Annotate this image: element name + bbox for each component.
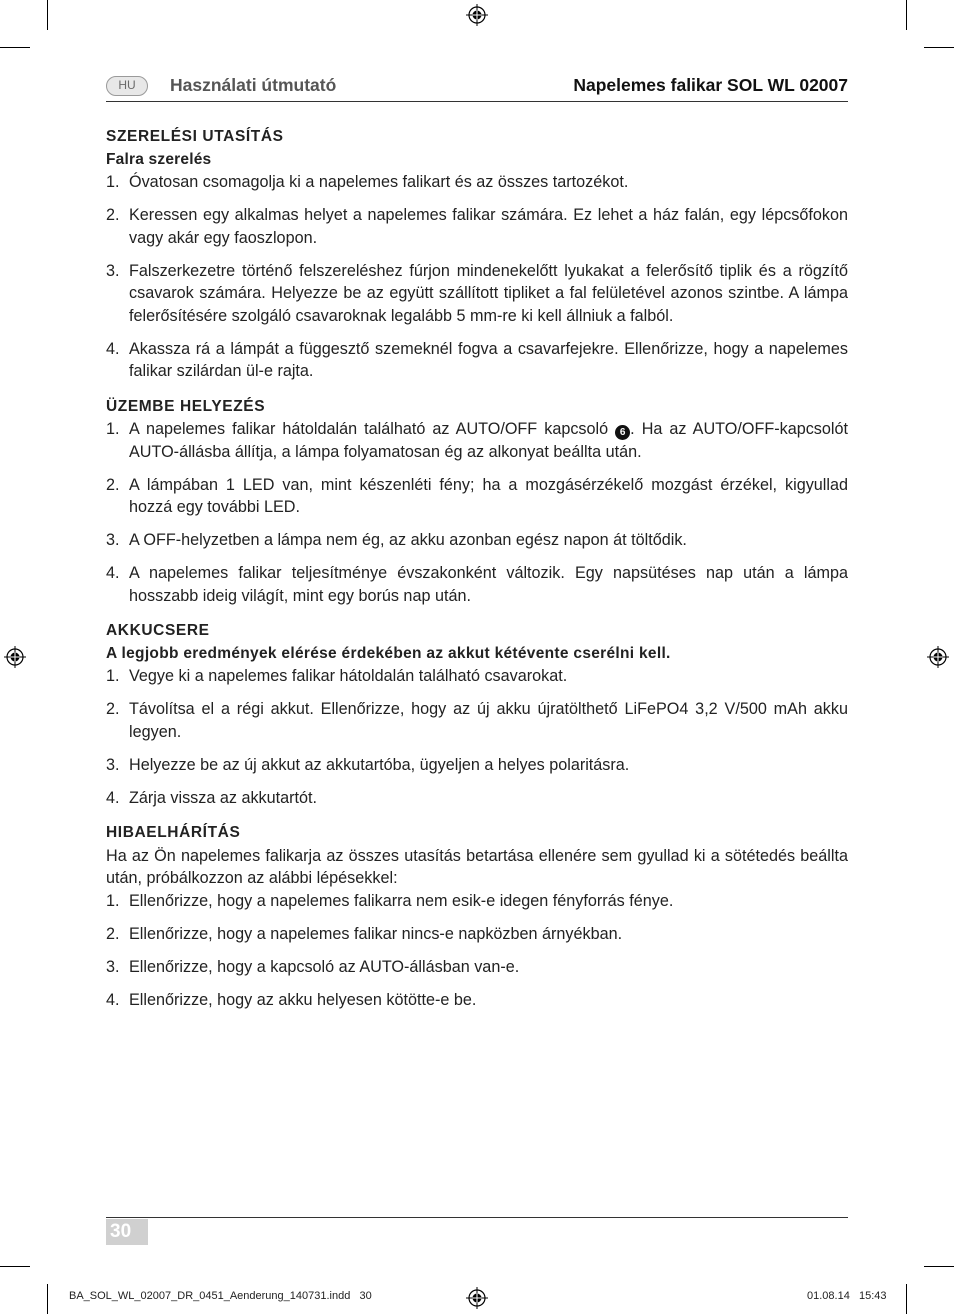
crop-mark — [0, 47, 30, 48]
section-subtitle: Falra szerelés — [106, 150, 212, 168]
page-header — [106, 73, 848, 102]
list-text: Ellenőrizze, hogy a napelemes falikar nincs-e napközben árnyékban. — [129, 924, 623, 943]
product-title: Napelemes falikar SOL WL 02007 — [573, 75, 848, 95]
list-text: Távolítsa el a régi akkut. Ellenőrizze, hogy az új akku újratölthető LiFePO4 3,2 V/500 mAh akku legyen. — [129, 700, 848, 741]
list-text: Helyezze be az új akkut az akkutartóba, ügyeljen a helyes polaritásra. — [129, 755, 630, 774]
list-number: 4. — [106, 990, 120, 1009]
battery-section — [106, 620, 848, 809]
crop-mark — [906, 1284, 907, 1314]
mounting-section — [106, 126, 848, 383]
list-item — [106, 474, 848, 519]
list-item — [106, 923, 848, 946]
list-number: 2. — [106, 700, 120, 718]
list-number: 3. — [106, 957, 120, 976]
troubleshooting-intro: Ha az Ön napelemes falikarja az összes utasítás betartása ellenére sem gyullad ki a sötétedés beállta után, próbálkozzon az alábbi lépésekkel: — [106, 846, 848, 887]
registration-mark-icon — [4, 646, 26, 668]
troubleshooting-steps — [106, 890, 848, 1012]
list-number: 2. — [106, 206, 120, 224]
list-item — [106, 956, 848, 979]
list-number: 2. — [106, 475, 120, 494]
page-content — [106, 126, 848, 1024]
list-text: Zárja vissza az akkutartót. — [129, 788, 318, 807]
list-text: Ellenőrizze, hogy a kapcsoló az AUTO-állásban van-e. — [129, 957, 520, 976]
list-item — [106, 698, 848, 743]
crop-mark — [924, 1266, 954, 1267]
list-number: 1. — [106, 667, 120, 685]
list-number: 3. — [106, 531, 120, 549]
list-number: 4. — [106, 564, 120, 582]
print-slug-date: 01.08.14 15:43 — [807, 1290, 887, 1302]
list-item — [106, 418, 848, 463]
crop-mark — [0, 1266, 30, 1267]
list-number: 1. — [106, 891, 120, 910]
list-item — [106, 754, 848, 777]
list-number: 4. — [106, 788, 120, 807]
manual-title: Használati útmutató — [170, 75, 337, 95]
list-number: 3. — [106, 755, 120, 774]
list-item — [106, 665, 848, 688]
list-text: Falszerkezetre történő felszereléshez fúrjon mindenekelőtt lyukakat a felerősítő tiplik és a rögzítő csavarok számára. Helyezze be az együtt szállított tipliket a fal felületével azonos szintbe. A lámpa felerősítésére szolgáló csavaroknak legalább 5 mm-re ki kell állniuk a falból. — [129, 261, 848, 325]
list-item — [106, 529, 848, 552]
crop-mark — [924, 47, 954, 48]
list-item — [106, 204, 848, 249]
list-text: . Ha az AUTO/OFF-kapcsolót AUTO-állásba állítja, a lámpa folyamatosan ég az alkonyat beállta után. — [129, 420, 848, 461]
registration-mark-icon — [927, 646, 949, 668]
registration-mark-icon — [466, 1287, 488, 1309]
footer-divider — [106, 1217, 848, 1218]
crop-mark — [47, 1284, 48, 1314]
list-text: A lámpában 1 LED van, mint készenléti fény; ha a mozgásérzékelő mozgást érzékel, kigyullad hozzá egy további LED. — [129, 475, 848, 516]
list-item — [106, 787, 848, 810]
crop-mark — [47, 0, 48, 30]
list-text: Akassza rá a lámpát a függesztő szemeknél fogva a csavarfejekre. Ellenőrizze, hogy a napelemes falikar szilárdan ül-e rajta. — [129, 339, 848, 380]
section-title: HIBAELHÁRÍTÁS — [106, 824, 241, 841]
list-number: 3. — [106, 261, 120, 280]
list-number: 1. — [106, 420, 120, 438]
mounting-steps — [106, 171, 848, 383]
list-text: Óvatosan csomagolja ki a napelemes falikart és az összes tartozékot. — [129, 173, 629, 191]
registration-mark-icon — [466, 4, 488, 26]
list-item — [106, 562, 848, 607]
operation-section — [106, 396, 848, 608]
crop-mark — [906, 0, 907, 30]
list-number: 4. — [106, 339, 120, 358]
language-badge: HU — [106, 76, 148, 96]
section-title: AKKUCSERE — [106, 622, 210, 639]
troubleshooting-section — [106, 822, 848, 1011]
list-text: A napelemes falikar teljesítménye évszakonként változik. Egy napsütéses nap után a lámpa hosszabb ideig világít, mint egy borús nap után. — [129, 564, 848, 605]
list-number: 1. — [106, 173, 120, 191]
operation-steps — [106, 418, 848, 607]
list-text: A napelemes falikar hátoldalán található az AUTO/OFF kapcsoló — [129, 420, 616, 438]
list-number: 2. — [106, 924, 120, 943]
switch-marker-icon: 6 — [615, 425, 630, 440]
list-text: Vegye ki a napelemes falikar hátoldalán található csavarokat. — [129, 667, 568, 685]
battery-note: A legjobb eredmények elérése érdekében az akkut kétévente cserélni kell. — [106, 644, 671, 662]
section-title: SZERELÉSI UTASÍTÁS — [106, 128, 284, 145]
list-item — [106, 890, 848, 913]
battery-steps — [106, 665, 848, 809]
list-item — [106, 260, 848, 328]
list-text: A OFF-helyzetben a lámpa nem ég, az akku azonban egész napon át töltődik. — [129, 531, 687, 549]
list-text: Ellenőrizze, hogy a napelemes falikarra nem esik-e idegen fényforrás fénye. — [129, 891, 674, 910]
list-item — [106, 989, 848, 1012]
list-text: Ellenőrizze, hogy az akku helyesen kötötte-e be. — [129, 990, 477, 1009]
list-item — [106, 171, 848, 194]
list-item — [106, 338, 848, 383]
list-text: Keressen egy alkalmas helyet a napelemes falikar számára. Ez lehet a ház falán, egy lépcsőfokon vagy akár egy faoszlopon. — [129, 206, 848, 247]
print-slug-file: BA_SOL_WL_02007_DR_0451_Aenderung_140731.indd 30 — [69, 1290, 372, 1302]
page-number: 30 — [106, 1219, 148, 1245]
section-title: ÜZEMBE HELYEZÉS — [106, 397, 266, 415]
